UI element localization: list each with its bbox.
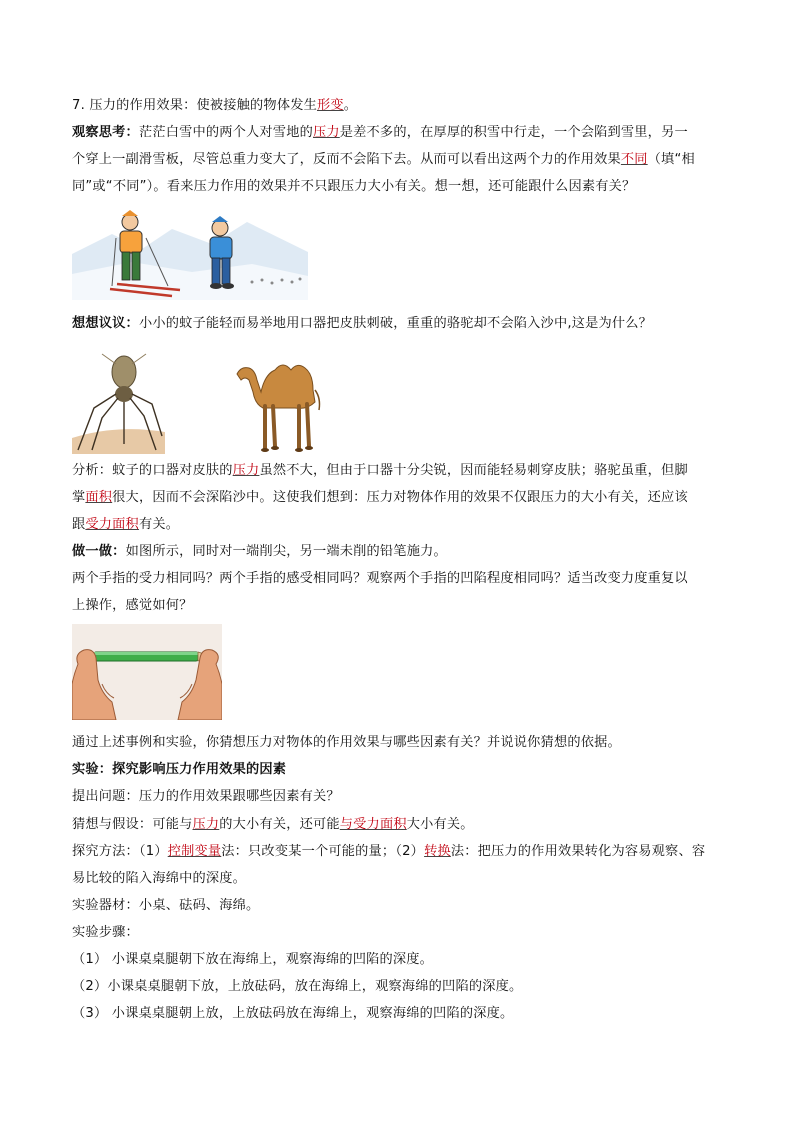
text-span: 茫茫白雪中的两个人对雪地的 bbox=[138, 125, 313, 140]
think-discuss-label: 想想议议： bbox=[72, 316, 139, 331]
analysis-line-2 bbox=[72, 490, 688, 506]
text-span: 法：只改变某一个可能的量；（2） bbox=[221, 844, 425, 859]
answer-blank: 受力面积 bbox=[85, 517, 139, 532]
text-span: 上操作，感觉如何？ bbox=[72, 598, 193, 613]
text-span: 的大小有关，还可能 bbox=[219, 817, 340, 832]
text-span: 实验器材：小桌、砝码、海绵。 bbox=[72, 898, 260, 913]
section-7-text: 压力的作用效果：使被接触的物体发生 bbox=[89, 98, 317, 113]
method-line-1 bbox=[72, 844, 705, 860]
text-span: 有关。 bbox=[138, 517, 180, 532]
step-text: （1） 小课桌桌腿朝下放在海绵上，观察海绵的凹陷的深度。 bbox=[72, 952, 434, 967]
text-span: 法：把压力的作用效果转化为容易观察、容 bbox=[450, 844, 706, 859]
try-it-label: 做一做： bbox=[72, 544, 126, 559]
text-span: 大小有关。 bbox=[406, 817, 474, 832]
text-span: 分析：蚊子的口器对皮肤的 bbox=[72, 463, 233, 478]
camel-image bbox=[235, 340, 323, 454]
text-span: 同”或“不同”）。看来压力作用的效果并不只跟压力大小有关。想一想，还可能跟什么因素有关？ bbox=[72, 179, 636, 194]
method-line-2 bbox=[72, 871, 246, 887]
section-7-line bbox=[72, 98, 357, 114]
observe-think-line-3 bbox=[72, 179, 635, 195]
skiers-image bbox=[72, 204, 308, 300]
hypothesis-line bbox=[72, 817, 474, 833]
answer-blank: 压力 bbox=[192, 817, 220, 832]
text-span: 很大，因而不会深陷沙中。这使我们想到：压力对物体作用的效果不仅跟压力的大小有关，还应该 bbox=[112, 490, 688, 505]
question-line bbox=[72, 789, 340, 805]
answer-blank: 转换 bbox=[424, 844, 451, 859]
mosquito-image bbox=[72, 346, 165, 454]
text-span: 个穿上一副滑雪板，尽管总重力变大了，反而不会陷下去。从而可以看出这两个力的作用效果 bbox=[72, 152, 621, 167]
answer-blank: 形变 bbox=[316, 98, 344, 113]
text-span: 易比较的陷入海绵中的深度。 bbox=[72, 871, 247, 886]
text-span: 虽然不大，但由于口器十分尖锐，因而能轻易刺穿皮肤；骆驼虽重，但脚 bbox=[259, 463, 688, 478]
pencil-fingers-image bbox=[72, 624, 222, 720]
experiment-label: 实验：探究影响压力作用效果的因素 bbox=[72, 762, 287, 777]
answer-blank: 控制变量 bbox=[167, 844, 222, 859]
observe-think-line-2 bbox=[72, 152, 695, 168]
analysis-line-1 bbox=[72, 463, 688, 479]
answer-blank: 与受力面积 bbox=[339, 817, 407, 832]
step-text: （3） 小课桌桌腿朝上放，上放砝码放在海绵上，观察海绵的凹陷的深度。 bbox=[72, 1006, 514, 1021]
experiment-title bbox=[72, 762, 286, 778]
steps-label: 实验步骤： bbox=[72, 925, 139, 940]
step-item bbox=[72, 1006, 513, 1022]
text-span: 跟 bbox=[72, 517, 86, 532]
answer-blank: 压力 bbox=[232, 463, 260, 478]
analysis-line-3 bbox=[72, 517, 179, 533]
step-item bbox=[72, 952, 433, 968]
steps-label-line bbox=[72, 925, 139, 941]
text-span: 提出问题：压力的作用效果跟哪些因素有关？ bbox=[72, 789, 340, 804]
answer-blank: 面积 bbox=[85, 490, 113, 505]
materials-line bbox=[72, 898, 259, 914]
try-it-line-3 bbox=[72, 598, 193, 614]
text-span: 两个手指的受力相同吗？两个手指的感受相同吗？观察两个手指的凹陷程度相同吗？适当改变力度重复以 bbox=[72, 571, 688, 586]
try-it-line-2 bbox=[72, 571, 688, 587]
text-span: 小小的蚊子能轻而易举地用口器把皮肤刺破，重重的骆驼却不会陷入沙中,这是为什么？ bbox=[138, 316, 653, 331]
step-text: （2）小课桌桌腿朝下放，上放砝码，放在海绵上，观察海绵的凹陷的深度。 bbox=[72, 979, 523, 994]
step-item bbox=[72, 979, 522, 995]
answer-blank: 压力 bbox=[312, 125, 340, 140]
text-span: 通过上述事例和实验，你猜想压力对物体的作用效果与哪些因素有关？并说说你猜想的依据。 bbox=[72, 735, 621, 750]
think-discuss-line bbox=[72, 316, 652, 332]
try-it-line-1 bbox=[72, 544, 447, 560]
text-span: 是差不多的，在厚厚的积雪中行走，一个会陷到雪里，另一 bbox=[339, 125, 688, 140]
text-span: 探究方法：（1） bbox=[72, 844, 168, 859]
answer-blank: 不同 bbox=[620, 152, 648, 167]
text-span: （填“相 bbox=[647, 152, 695, 167]
conjecture-prompt-line bbox=[72, 735, 621, 751]
observe-think-label: 观察思考： bbox=[72, 125, 139, 140]
punctuation: 。 bbox=[343, 98, 358, 113]
item-number: 7. bbox=[72, 98, 85, 113]
text-span: 如图所示，同时对一端削尖，另一端未削的铅笔施力。 bbox=[125, 544, 447, 559]
text-span: 猜想与假设：可能与 bbox=[72, 817, 193, 832]
observe-think-line-1 bbox=[72, 125, 688, 141]
text-span: 掌 bbox=[72, 490, 86, 505]
